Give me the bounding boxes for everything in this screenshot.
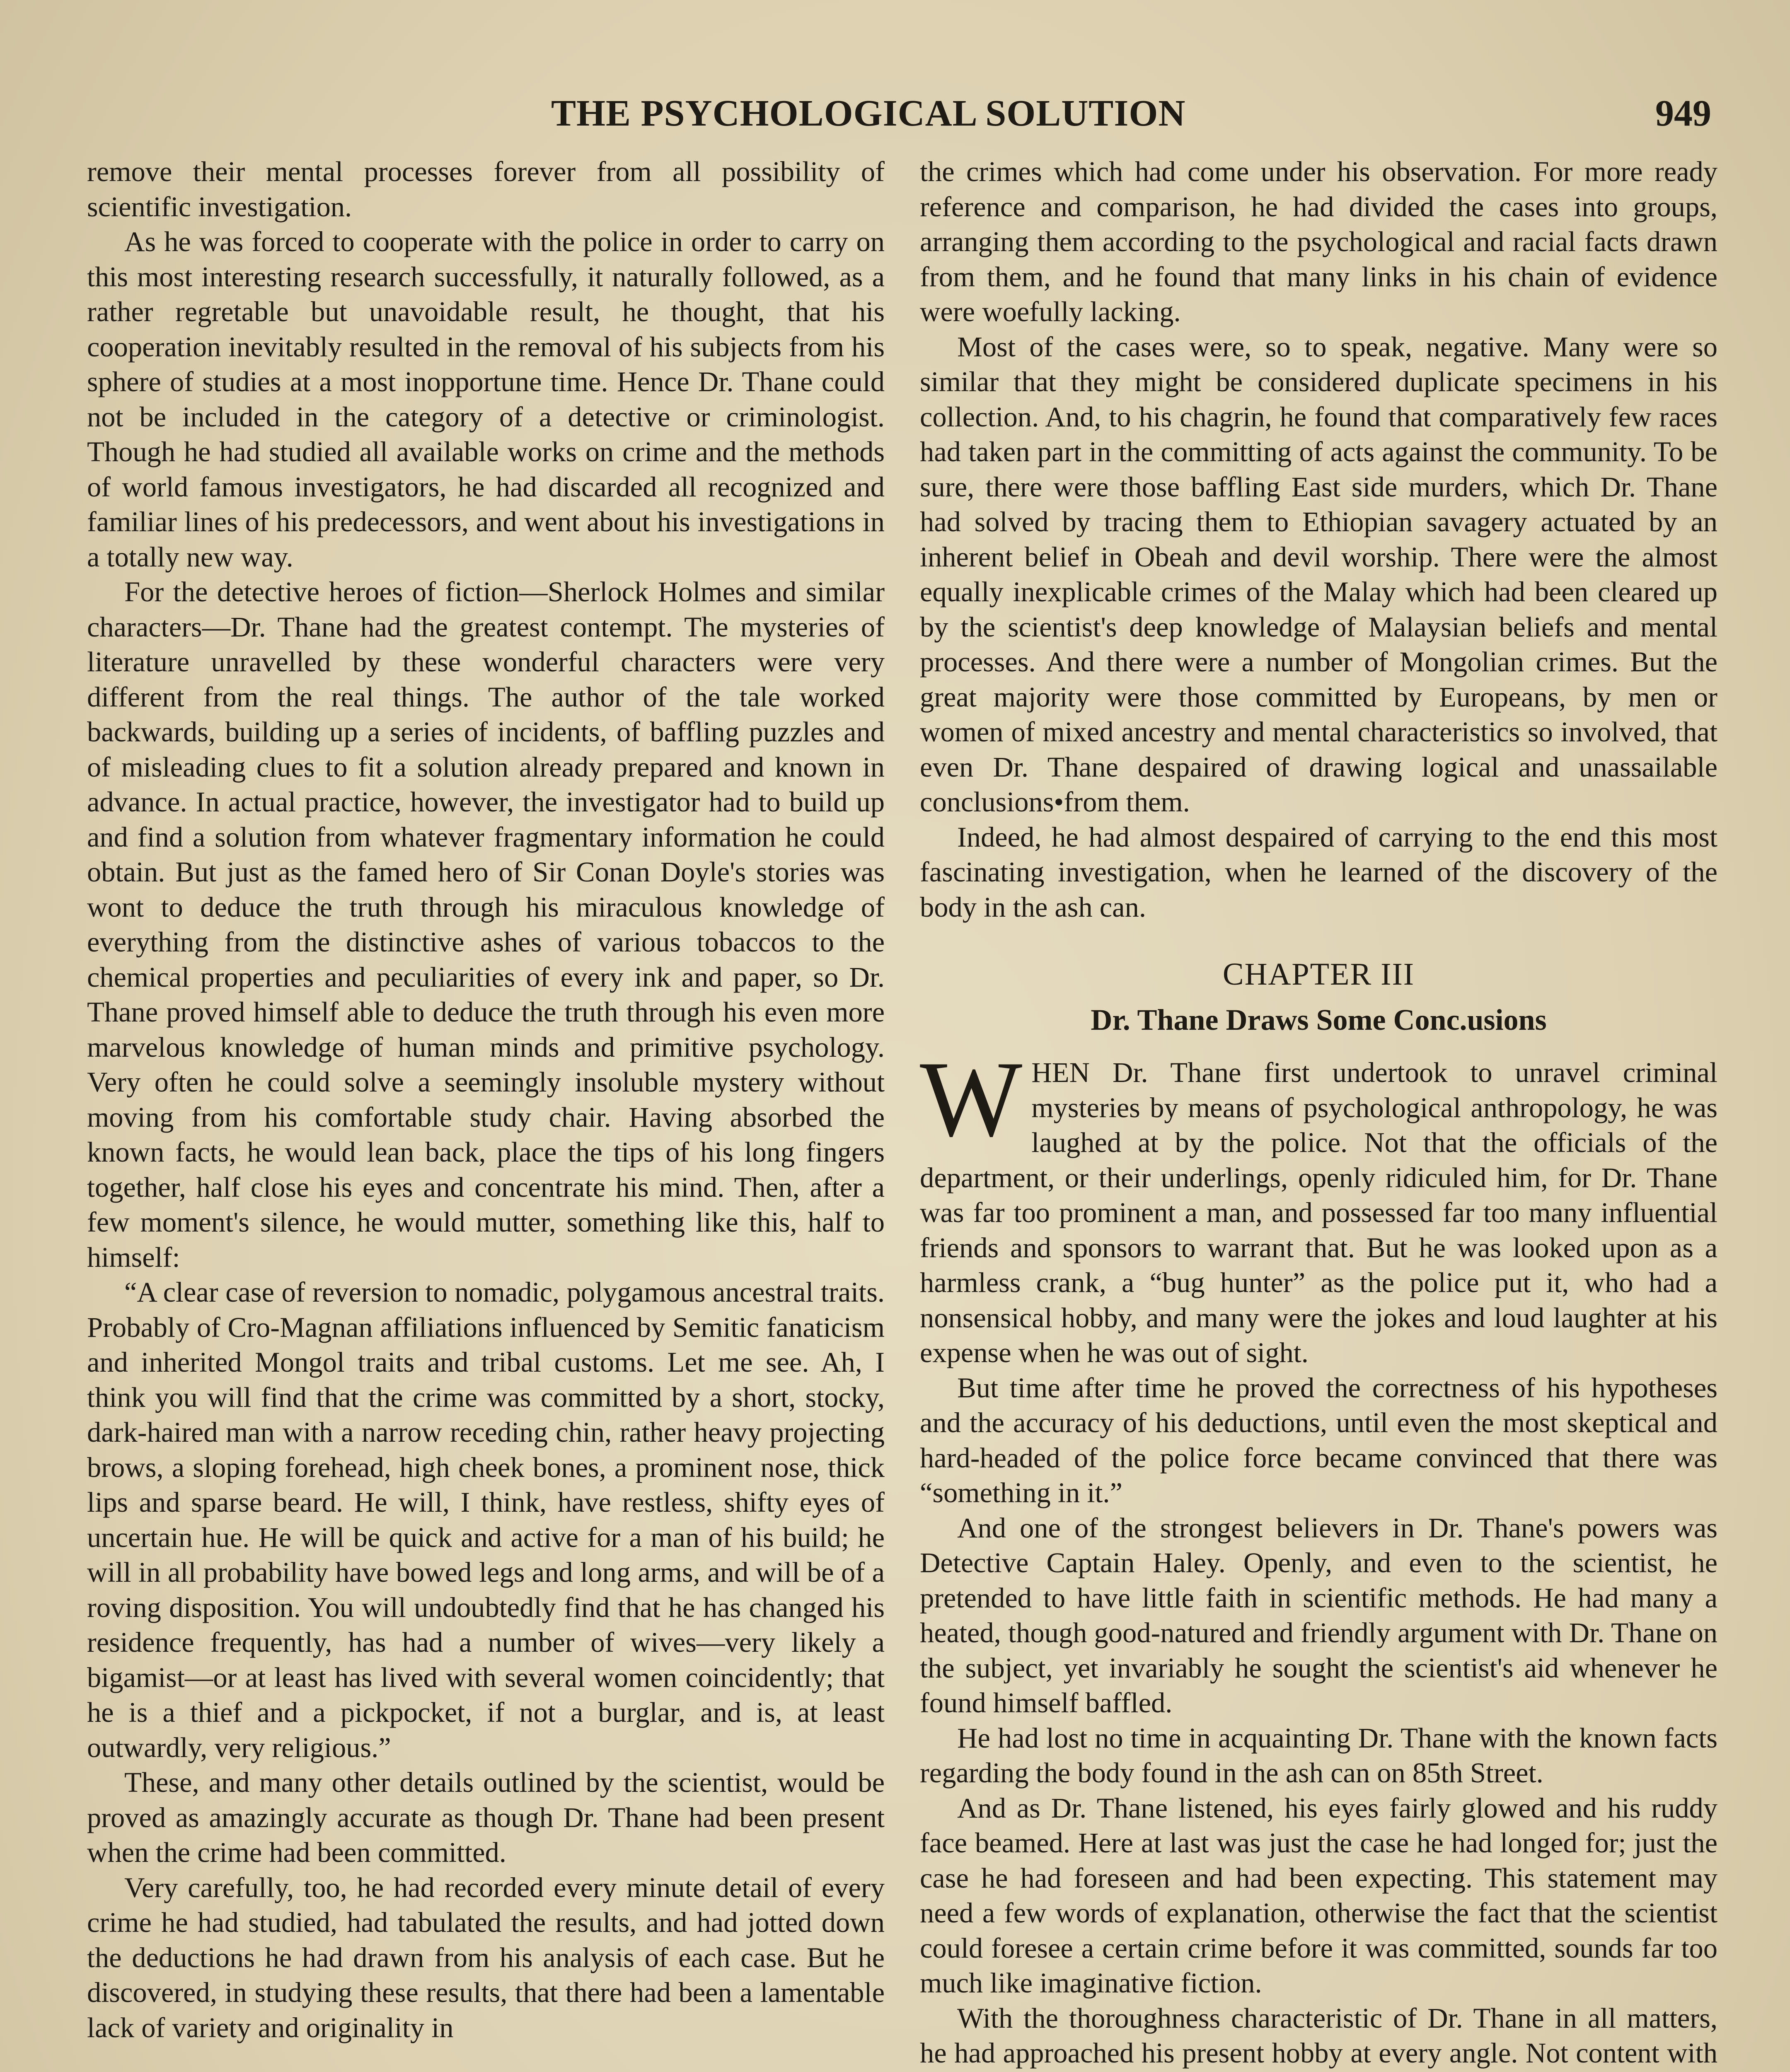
paragraph: With the thoroughness characteristic of Dr. Thane in all matters, he had approached his present hobby at every angle. Not content with [920,2002,1717,2069]
paragraph: Indeed, he had almost despaired of carrying to the end this most fascinating investigation, when he learned of the discovery of the body in the ash can. [920,821,1717,923]
chapter-title: CHAPTER III [1222,957,1415,992]
paragraph: Most of the cases were, so to speak, negative. Many were so similar that they might be considered duplicate specimens in his collection. And, to his chagrin, he found that comparatively few races had taken part in the committing of acts against the community. To be sure, there were those baffling East side murders, which Dr. Thane had solved by tracing them to Ethiopian savagery actuated by an inherent belief in Obeah and devil worship. There were the almost equally inexplicable crimes of the Malay which had been cleared up by the scientist's deep knowledge of Malaysian beliefs and mental processes. And there were a number of Mongolian crimes. But the great majority were those committed by Europeans, by men or women of mixed ancestry and mental characteristics so involved, that even Dr. Thane despaired of drawing logical and unassailable conclusions•from them. [920,331,1717,818]
paragraph: For the detective heroes of fiction—Sherlock Holmes and similar characters—Dr. Thane had the greatest contempt. The mysteries of literature unravelled by these wonderful characters were very different from the real things. The author of the tale worked backwards, building up a series of incidents, of baffling puzzles and of misleading clues to fit a solution already prepared and known in advance. In actual practice, however, the investigator had to build up and find a solution from whatever fragmentary information he could obtain. But just as the famed hero of Sir Conan Doyle's stories was wont to deduce the truth through his miraculous knowledge of everything from the distinctive ashes of various tobaccos to the chemical properties and peculiarities of every ink and paper, so Dr. Thane proved himself able to deduce the truth through his even more marvelous knowledge of human minds and primitive psychology. Very often he could solve a seemingly insoluble mystery without moving from his comfortable study chair. Having absorbed the known facts, he would lean back, place the tips of his long fingers together, half close his eyes and concentrate his mind. Then, after a few moment's silence, he would mutter, something like this, half to himself: [87,576,885,1273]
chapter-opening-paragraph [920,1039,1717,1370]
page-number: 949 [1655,93,1711,134]
paragraph: remove their mental processes forever from all possibility of scientific investigation. [87,156,885,223]
left-column [87,154,885,2045]
drop-cap: W [920,1039,1023,1159]
paragraph-text: HEN Dr. Thane first undertook to unravel criminal mysteries by means of psychological anthropology, he was laughed at by the police. Not that the officials of the department, or their underlings, openly ridiculed him, for Dr. Thane was far too prominent a man, and possessed far too many influential friends and sponsors to warrant that. But he was looked upon as a harmless crank, a “bug hunter” as the police put it, who had a nonsensical hobby, and many were the jokes and loud laughter at his expense when he was out of sight. [920,1057,1717,1368]
paragraph: Very carefully, too, he had recorded every minute detail of every crime he had studied, had tabulated the results, and had jotted down the deductions he had drawn from his analysis of each case. But he discovered, in studying these results, that there had been a lamentable lack of variety and originality in [87,1871,885,2043]
paragraph: As he was forced to cooperate with the police in order to carry on this most interesting research successfully, it naturally followed, as a rather regretable but unavoidable result, he thought, that his cooperation inevitably resulted in the removal of his subjects from his sphere of studies at a most inopportune time. Hence Dr. Thane could not be included in the category of a detective or criminologist. Though he had studied all available works on crime and the methods of world famous investigators, he had discarded all recognized and familiar lines of his predecessors, and went about his investigations in a totally new way. [87,226,885,573]
paragraph: “A clear case of reversion to nomadic, polygamous ancestral traits. Probably of Cro-Magnan affiliations influenced by Semitic fanaticism and inherited Mongol traits and tribal customs. Let me see. Ah, I think you will find that the crime was committed by a short, stocky, dark-haired man with a narrow receding chin, rather heavy projecting brows, a sloping forehead, high cheek bones, a prominent nose, thick lips and sparse beard. He will, I think, have restless, shifty eyes of uncertain hue. He will be quick and active for a man of his build; he will in all probability have bowed legs and long arms, and will be of a roving disposition. You will undoubtedly find that he has changed his residence frequently, has had a number of wives—very likely a bigamist—or at least has lived with several women coincidently; that he is a thief and a pickpocket, if not a burglar, and is, at least outwardly, very religious.” [87,1276,885,1763]
paragraph: the crimes which had come under his observation. For more ready reference and comparison, he had divided the cases into groups, arranging them according to the psychological and racial facts drawn from them, and he found that many links in his chain of evidence were woefully lacking. [920,156,1717,327]
paragraph: But time after time he proved the correctness of his hypotheses and the accuracy of his deductions, until even the most skeptical and hard-headed of the police force became convinced that there was “something in it.” [920,1372,1717,1508]
paragraph: He had lost no time in acquainting Dr. Thane with the known facts regarding the body found in the ash can on 85th Street. [920,1722,1717,1789]
paragraph: These, and many other details outlined by the scientist, would be proved as amazingly accurate as though Dr. Thane had been present when the crime had been committed. [87,1767,885,1868]
paragraph: And as Dr. Thane listened, his eyes fairly glowed and his ruddy face beamed. Here at last was just the case he had longed for; just the case he had foreseen and had been expecting. This statement may need a few words of explanation, otherwise the fact that the scientist could foresee a certain crime before it was committed, sounds far too much like imaginative fiction. [920,1792,1717,1999]
paragraph: And one of the strongest believers in Dr. Thane's powers was Detective Captain Haley. Openly, and even to the scientist, he pretended to have little faith in scientific methods. He had many a heated, though good-natured and friendly argument with Dr. Thane on the subject, yet invariably he sought the scientist's aid whenever he found himself baffled. [920,1512,1717,1719]
right-column [920,154,1717,2072]
running-head: THE PSYCHOLOGICAL SOLUTION [551,93,1186,134]
chapter-subtitle: Dr. Thane Draws Some Conc.usions [1091,1003,1547,1036]
